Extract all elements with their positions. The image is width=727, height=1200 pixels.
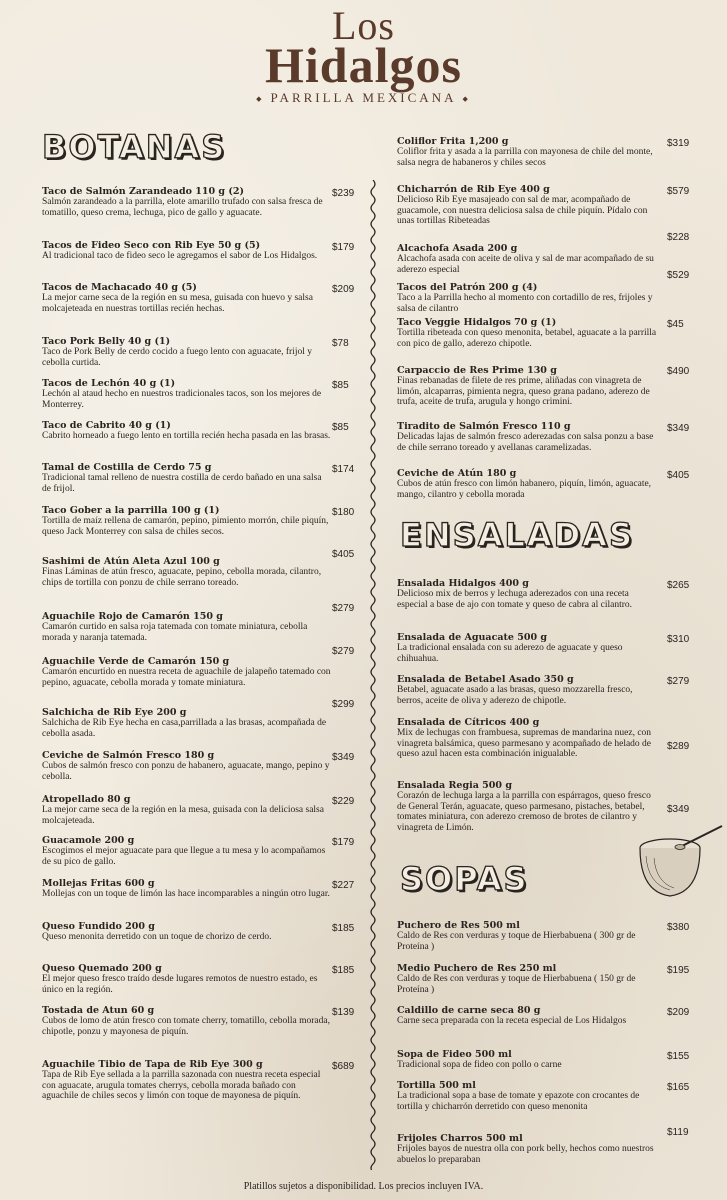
menu-item-price: $529	[667, 270, 690, 281]
menu-item	[397, 365, 659, 408]
menu-item-price: $279	[667, 676, 690, 687]
menu-item-description: Alcachofa asada con aceite de oliva y sal de mar acompañado de su aderezo especial	[397, 254, 654, 275]
menu-item	[42, 378, 332, 410]
menu-item	[42, 186, 332, 218]
menu-item	[397, 184, 659, 227]
menu-item-price: $349	[667, 804, 690, 815]
menu-item-name: Sashimi de Atún Aleta Azul 100 g	[42, 556, 220, 567]
menu-item-description: Tradicional tamal relleno de nuestra costilla de cerdo bañado en una salsa de frijol.	[42, 473, 322, 494]
menu-item	[397, 578, 659, 610]
menu-item	[397, 1133, 659, 1165]
menu-item-name: Coliflor Frita 1,200 g	[397, 136, 509, 147]
menu-item-price: $174	[332, 464, 355, 475]
menu-item-description: La tradicional sopa a base de tomate y epazote con crocantes de tortilla y chicharrón derretido con queso menonita	[397, 1091, 640, 1112]
menu-item-description: Cabrito horneado a fuego lento en tortilla recién hecha pasada en las brasas.	[42, 431, 331, 441]
menu-item-price: $310	[667, 634, 690, 645]
menu-item-description: Al tradicional taco de fideo seco le agregamos el sabor de Los Hidalgos.	[42, 251, 318, 261]
menu-item-description: Frijoles bayos de nuestra olla con pork belly, hechos como nuestros abuelos lo preparaban	[397, 1144, 654, 1165]
menu-item	[397, 780, 659, 833]
menu-item-price: $299	[332, 699, 355, 710]
menu-item-name: Sopa de Fideo 500 ml	[397, 1049, 512, 1060]
menu-item	[42, 921, 332, 943]
menu-item-name: Taco de Salmón Zarandeado 110 g (2)	[42, 186, 244, 197]
menu-item-price: $239	[332, 188, 355, 199]
menu-item-price: $405	[332, 549, 355, 560]
menu-item-price: $180	[332, 507, 355, 518]
menu-item-name: Ensalada Hidalgos 400 g	[397, 578, 529, 589]
menu-item-description: Finas rebanadas de filete de res prime, aliñadas con vinagreta de limón, alcaparras, pimienta negra, queso grana padano, aderezo de trufa, aceite de trufa, arugula y hongo crimini.	[397, 376, 650, 407]
menu-item-price: $265	[667, 580, 690, 591]
menu-item-price: $490	[667, 366, 690, 377]
menu-item	[42, 420, 332, 442]
wavy-divider	[368, 180, 378, 1170]
menu-item-price: $185	[332, 965, 355, 976]
menu-item	[397, 717, 659, 760]
menu-item-price: $119	[667, 1127, 689, 1138]
menu-item-price: $209	[332, 284, 355, 295]
menu-item-price: $78	[332, 338, 349, 349]
menu-item	[397, 136, 659, 168]
menu-item	[42, 878, 332, 900]
menu-item	[397, 1080, 659, 1112]
menu-item-description: Camarón curtido en salsa roja tatemada con tomate miniatura, cebolla morada y naranja tatemada.	[42, 622, 308, 643]
menu-item-description: Queso menonita derretido con un toque de chorizo de cerdo.	[42, 932, 272, 942]
menu-item-price: $405	[667, 470, 690, 481]
menu-item	[42, 1005, 332, 1037]
menu-item-description: Tapa de Rib Eye sellada a la parrilla sazonada con nuestra receta especial con aguacate, arugula tomates cherrys, cebolla morada bañado con aguachile de chiles secos y limón con toque de mayonesa de piquín.	[42, 1070, 321, 1101]
section-title-ensaladas: ENSALADAS	[400, 516, 634, 554]
menu-item-description: Salmón zarandeado a la parrilla, elote amarillo trufado con salsa fresca de tomatillo, queso crema, lechuga, pico de gallo y aguacate.	[42, 197, 323, 218]
menu-item-price: $579	[667, 186, 690, 197]
menu-item-description: Delicadas lajas de salmón fresco aderezadas con salsa ponzu a base de chile serrano toreado y avellanas caramelizadas.	[397, 432, 654, 453]
menu-item-price: $139	[332, 1007, 355, 1018]
menu-item-name: Queso Quemado 200 g	[42, 963, 162, 974]
logo-los: Los	[332, 3, 395, 48]
menu-item-description: El mejor queso fresco traído desde lugares remotos de nuestro estado, es único en la región.	[42, 974, 318, 995]
menu-item-description: Tortilla de maíz rellena de camarón, pepino, pimiento morrón, chile piquín, queso Jack Monterrey con salsa de chiles secos.	[42, 516, 329, 537]
menu-item-description: Tradicional sopa de fideo con pollo o carne	[397, 1060, 562, 1070]
menu-item-description: Delicioso mix de berros y lechuga aderezados con una receta especial a base de ajo con tomate y queso de cabra al cilantro.	[397, 589, 633, 610]
menu-item-price: $155	[667, 1051, 690, 1062]
menu-item-name: Puchero de Res 500 ml	[397, 920, 520, 931]
menu-item-name: Tacos del Patrón 200 g (4)	[397, 282, 538, 293]
menu-item-name: Ceviche de Atún 180 g	[397, 468, 517, 479]
menu-item-price: $349	[332, 752, 355, 763]
menu-item-name: Ensalada de Cítricos 400 g	[397, 717, 540, 728]
menu-item-price: $165	[667, 1082, 690, 1093]
menu-item-name: Caldillo de carne seca 80 g	[397, 1005, 541, 1016]
menu-item	[397, 632, 659, 664]
menu-item-name: Queso Fundido 200 g	[42, 921, 155, 932]
menu-item-description: Taco a la Parrilla hecho al momento con cortadillo de res, frijoles y salsa de cilantro	[397, 293, 653, 314]
menu-item-description: La mejor carne seca de la región en su mesa, guisada con huevo y salsa molcajeteada en nuestras tortillas recién hechas.	[42, 293, 313, 314]
menu-item-description: Tortilla ribeteada con queso menonita, betabel, aguacate a la parrilla con pico de gallo, aderezo chipotle.	[397, 328, 657, 349]
menu-item	[397, 963, 659, 995]
menu-item-name: Aguachile Verde de Camarón 150 g	[42, 656, 230, 667]
menu-item-description: Camarón encurtido en nuestra receta de aguachile de jalapeño tatemado con pepino, aguacate, cebolla morada y tomate miniatura.	[42, 667, 331, 688]
menu-item	[397, 1005, 659, 1027]
menu-item-price: $228	[667, 232, 690, 243]
menu-item-name: Chicharrón de Rib Eye 400 g	[397, 184, 550, 195]
menu-item-name: Tiradito de Salmón Fresco 110 g	[397, 421, 571, 432]
section-title-sopas: SOPAS	[400, 860, 529, 898]
menu-item-description: Caldo de Res con verduras y toque de Hierbabuena ( 150 gr de Proteína )	[397, 974, 636, 995]
menu-item	[397, 674, 659, 706]
menu-item-price: $179	[332, 242, 355, 253]
menu-item-name: Taco Pork Belly 40 g (1)	[42, 336, 171, 347]
menu-item-description: Delicioso Rib Eye masajeado con sal de mar, acompañado de guacamole, con nuestra deliciosa salsa de chile piquín. Pídalo con unas tortillas Ribeteadas	[397, 195, 648, 226]
menu-item	[397, 421, 659, 453]
menu-item	[397, 317, 659, 349]
menu-item-name: Tacos de Fideo Seco con Rib Eye 50 g (5)	[42, 240, 261, 251]
menu-item-description: Betabel, aguacate asado a las brasas, queso mozzarella fresco, berros, aceite de oliva y aderezo de chipotle.	[397, 685, 633, 706]
menu-item-description: Mollejas con un toque de limón las hace incomparables a ningún otro lugar.	[42, 889, 330, 899]
menu-item	[42, 611, 332, 643]
menu-item-description: Carne seca preparada con la receta especial de Los Hidalgos	[397, 1016, 627, 1026]
section-title-botanas: BOTANAS	[42, 128, 227, 166]
menu-item-name: Taco Veggie Hidalgos 70 g (1)	[397, 317, 557, 328]
menu-item	[42, 707, 332, 739]
menu-item-name: Mollejas Fritas 600 g	[42, 878, 155, 889]
menu-item-description: Finas Láminas de atún fresco, aguacate, pepino, cebolla morada, cilantro, chips de tortilla con ponzu de chile serrano toreado.	[42, 567, 322, 588]
menu-item	[42, 794, 332, 826]
menu-item	[42, 556, 332, 588]
menu-item-description: Caldo de Res con verduras y toque de Hierbabuena ( 300 gr de Proteína )	[397, 931, 636, 952]
menu-item-description: Mix de lechugas con frambuesa, supremas de mandarina nuez, con vinagreta balsámica, queso parmesano y acompañado de helado de queso azul hacen esta combinación inigualable.	[397, 728, 652, 759]
menu-item	[397, 282, 659, 314]
menu-item-name: Taco de Cabrito 40 g (1)	[42, 420, 171, 431]
menu-item-price: $349	[667, 423, 690, 434]
menu-item-name: Aguachile Tibio de Tapa de Rib Eye 300 g	[42, 1059, 263, 1070]
menu-item	[397, 1049, 659, 1071]
menu-item-price: $279	[332, 603, 355, 614]
menu-item-price: $380	[667, 922, 690, 933]
menu-item	[42, 656, 332, 688]
menu-item-name: Salchicha de Rib Eye 200 g	[42, 707, 187, 718]
menu-item-name: Tacos de Lechón 40 g (1)	[42, 378, 176, 389]
menu-item-name: Ensalada de Betabel Asado 350 g	[397, 674, 574, 685]
menu-item-description: Lechón al ataud hecho en nuestros tradicionales tacos, son los mejores de Monterrey.	[42, 389, 322, 410]
menu-item-name: Guacamole 200 g	[42, 835, 135, 846]
menu-item-description: Cubos de salmón fresco con ponzu de habanero, aguacate, mango, pepino y cebolla.	[42, 761, 330, 782]
menu-item-price: $289	[667, 741, 690, 752]
menu-item-name: Tortilla 500 ml	[397, 1080, 476, 1091]
menu-item-description: La tradicional ensalada con su aderezo de aguacate y queso chihuahua.	[397, 643, 623, 664]
menu-item-price: $279	[332, 646, 355, 657]
menu-item-price: $179	[332, 837, 355, 848]
menu-item-name: Frijoles Charros 500 ml	[397, 1133, 523, 1144]
menu-item-price: $85	[332, 422, 349, 433]
menu-item-description: Cubos de atún fresco con limón habanero, piquín, limón, aguacate, mango, cilantro y cebolla morada	[397, 479, 652, 500]
logo-subtitle: ◆ PARRILLA MEXICANA ◆	[0, 90, 727, 106]
menu-item	[42, 505, 332, 537]
menu-item-name: Taco Gober a la parrilla 100 g (1)	[42, 505, 220, 516]
menu-item-description: Salchicha de Rib Eye hecha en casa,parrillada a las brasas, acompañada de cebolla asada.	[42, 718, 327, 739]
menu-item-price: $185	[332, 923, 355, 934]
menu-item-price: $227	[332, 880, 355, 891]
menu-item-description: Taco de Pork Belly de cerdo cocido a fuego lento con aguacate, frijol y cebolla curtida.	[42, 347, 312, 368]
menu-item-name: Tamal de Costilla de Cerdo 75 g	[42, 462, 212, 473]
menu-item	[397, 243, 659, 275]
menu-item-price: $85	[332, 380, 349, 391]
menu-item	[42, 240, 332, 262]
menu-header	[0, 0, 727, 112]
menu-item	[42, 462, 332, 494]
menu-item-description: Escogimos el mejor aguacate para que llegue a tu mesa y lo acompañamos de su pico de gallo.	[42, 846, 326, 867]
menu-item-name: Alcachofa Asada 200 g	[397, 243, 518, 254]
menu-item-description: Coliflor frita y asada a la parrilla con mayonesa de chile del monte, salsa negra de habaneros y chiles secos	[397, 147, 653, 168]
menu-item-price: $45	[667, 319, 684, 330]
menu-item	[397, 920, 659, 952]
menu-item-description: La mejor carne seca de la región en la mesa, guisada con la deliciosa salsa molcajeteada.	[42, 805, 324, 826]
menu-item-name: Ensalada de Aguacate 500 g	[397, 632, 548, 643]
menu-item-name: Ensalada Regia 500 g	[397, 780, 512, 791]
menu-item-name: Carpaccio de Res Prime 130 g	[397, 365, 557, 376]
menu-item	[42, 750, 332, 782]
menu-item-description: Cubos de lomo de atún fresco con tomate cherry, tomatillo, cebolla morada, chipotle, ponzu y mayonesa de piquín.	[42, 1016, 330, 1037]
menu-item-name: Aguachile Rojo de Camarón 150 g	[42, 611, 223, 622]
menu-item	[42, 835, 332, 867]
menu-item-name: Atropellado 80 g	[42, 794, 131, 805]
menu-item-price: $195	[667, 965, 690, 976]
menu-item-price: $229	[332, 796, 355, 807]
menu-item-price: $319	[667, 138, 690, 149]
menu-item-price: $209	[667, 1007, 690, 1018]
menu-item-description: Corazón de lechuga larga a la parrilla con espárragos, queso fresco de General Terán, aguacate, queso parmesano, pistaches, betabel, tomates miniatura, con aderezo cremoso de brotes de cilantro y vinagreta de Limón.	[397, 791, 651, 833]
menu-item	[42, 282, 332, 314]
menu-item-price: $689	[332, 1061, 355, 1072]
menu-item-name: Tostada de Atun 60 g	[42, 1005, 155, 1016]
menu-item	[42, 963, 332, 995]
menu-item	[397, 468, 659, 500]
logo-hidalgos: Hidalgos	[265, 37, 462, 93]
menu-item-name: Medio Puchero de Res 250 ml	[397, 963, 557, 974]
pot-illustration	[630, 822, 726, 902]
menu-item-name: Ceviche de Salmón Fresco 180 g	[42, 750, 215, 761]
footer-note: Platillos sujetos a disponibilidad. Los precios incluyen IVA.	[243, 1181, 484, 1192]
menu-item-name: Tacos de Machacado 40 g (5)	[42, 282, 197, 293]
menu-item	[42, 1059, 332, 1102]
menu-item	[42, 336, 332, 368]
